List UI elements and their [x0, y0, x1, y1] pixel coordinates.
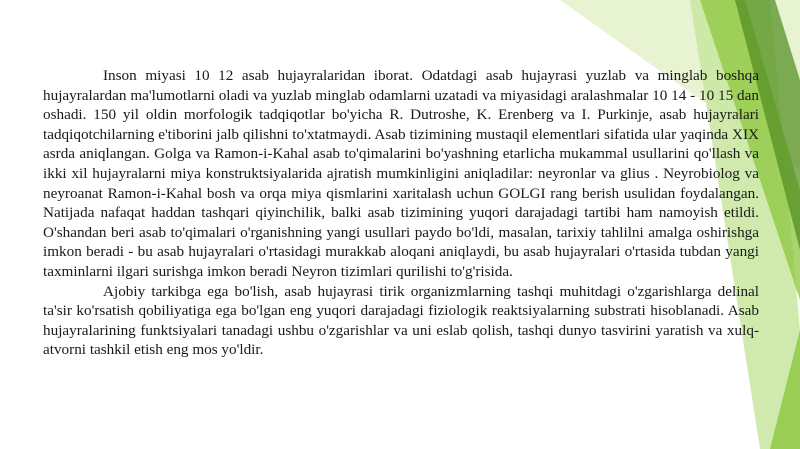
body-text [43, 66, 759, 360]
paragraph-2: Ajobiy tarkibga ega bo'lish, asab hujayrasi tirik organizmlarning tashqi muhitdagi o'zgarishlarga delinal ta'sir ko'rsatish qobiliyatiga ega bo'lgan eng yuqori darajadagi fiziologik reaktsiyalarning substrati hisoblanadi. Asab hujayralarining funktsiyalari tanadagi ushbu o'zgarishlar va uni eslab qolish, tashqi dunyo tasvirini yaratish va xulq-atvorni tashkil etish eng mos yo'ldir. [43, 282, 759, 359]
paragraph-1: Inson miyasi 10 12 asab hujayralaridan iborat. Odatdagi asab hujayrasi yuzlab va minglab boshqa hujayralardan ma'lumotlarni oladi va yuzlab minglab odamlarni uzatadi va miyasidagi aralashmalar 10 14 - 10 15 dan oshadi. 150 yil oldin morfologik tadqiqotlar bo'yicha R. Dutroshe, K. Erenberg va I. Purkinje, asab hujayralari tadqiqotchilarning e'tiborini jalb qilishni to'xtatmaydi. Asab tizimining mustaqil elementlari sifatida ular yaqinda XIX asrda aniqlangan. Golga va Ramon-i-Kahal asab to'qimalarini bo'yashning etarlicha mukammal usullarini qo'llash va ikki xil hujayralarni miya konstruktsiyalarida ajratish mumkinligini aniqladilar: neyronlar va glius . Neyrobiolog va neyroanat Ramon-i-Kahal bosh va orqa miya qismlarini xaritalash uchun GOLGI rang berish usulidan foydalangan. Natijada nafaqat haddan tashqari qiyinchilik, balki asab tizimining yuqori darajadagi tartibi ham namoyish etildi. O'shandan beri asab to'qimalari o'rganishning yangi usullari paydo bo'ldi, masalan, tarixiy tahlilni amalga oshirishga imkon beradi - bu asab hujayralari o'rtasidagi murakkab aloqani aniqlaydi, bu asab hujayralari o'rtasida tubdan yangi taxminlarni ilgari surishga imkon beradi Neyron tizimlari qurilishi to'g'risida. [43, 67, 759, 280]
